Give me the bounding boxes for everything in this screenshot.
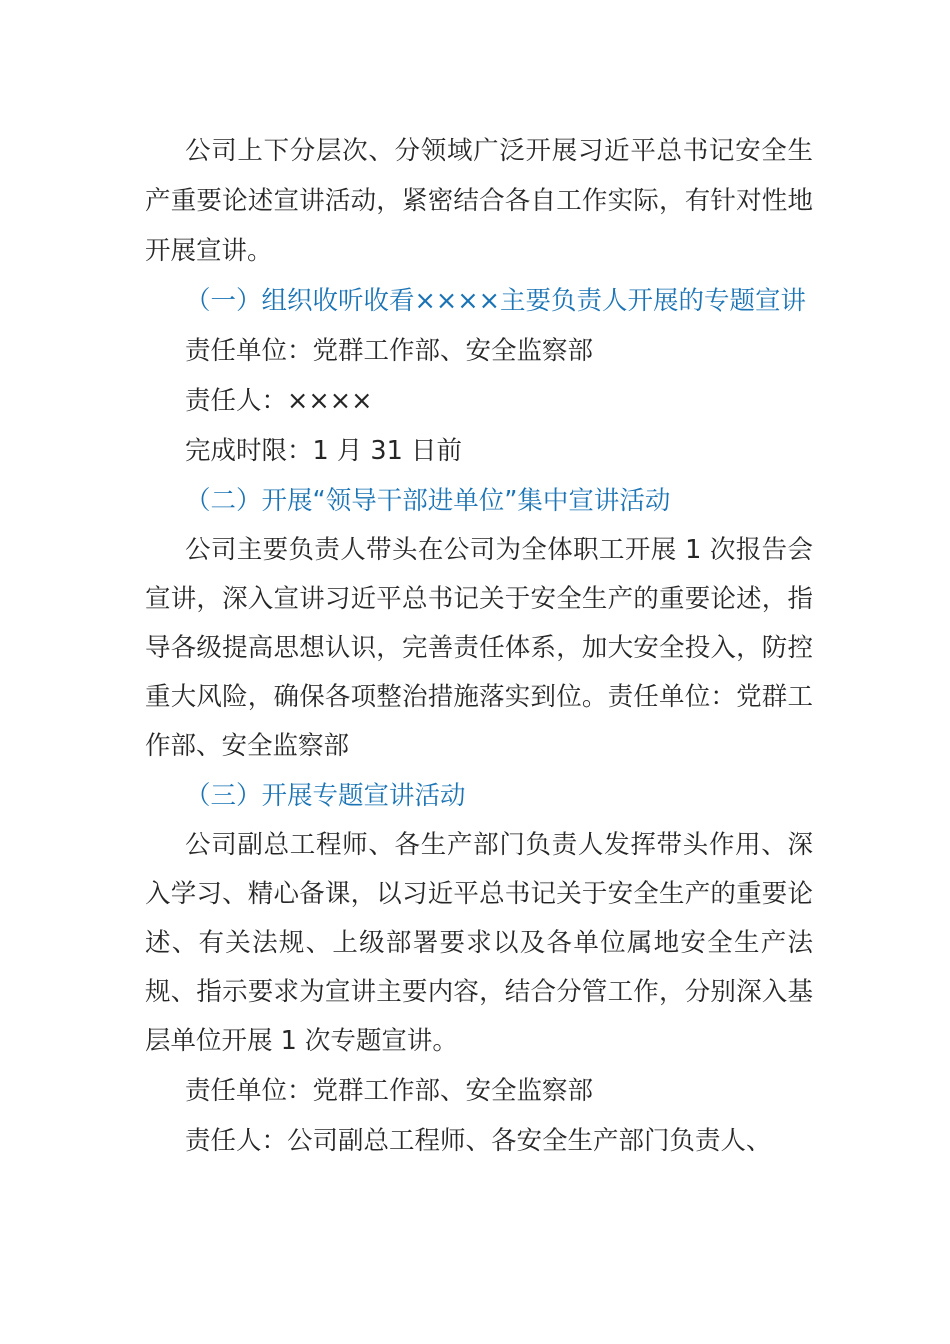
document-body xyxy=(145,126,813,1166)
deadline-1: 完成时限：1 月 31 日前 xyxy=(185,436,462,466)
section-3-paragraph: 公司副总工程师、各生产部门负责人发挥带头作用、深入学习、精心备课，以习近平总书记关于安全生产的重要论述、有关法规、上级部署要求以及各单位属地安全生产法规、指示要求为宣讲主要内容，结合分管工作，分别深入基层单位开展 1 次专题宣讲。 xyxy=(145,830,813,1056)
intro-paragraph: 公司上下分层次、分领域广泛开展习近平总书记安全生产重要论述宣讲活动，紧密结合各自工作实际，有针对性地开展宣讲。 xyxy=(145,136,813,266)
section-heading-2: （二）开展“领导干部进单位”集中宣讲活动 xyxy=(185,486,671,516)
section-heading-3: （三）开展专题宣讲活动 xyxy=(185,781,466,811)
responsible-unit-1: 责任单位：党群工作部、安全监察部 xyxy=(185,336,594,366)
section-2-paragraph: 公司主要负责人带头在公司为全体职工开展 1 次报告会宣讲，深入宣讲习近平总书记关于安全生产的重要论述，指导各级提高思想认识，完善责任体系，加大安全投入，防控重大风险，确保各项整治措施落实到位。责任单位：党群工作部、安全监察部 xyxy=(145,535,813,761)
responsible-person-3: 责任人：公司副总工程师、各安全生产部门负责人、 xyxy=(185,1126,772,1156)
responsible-unit-3: 责任单位：党群工作部、安全监察部 xyxy=(185,1076,594,1106)
responsible-person-1: 责任人：×××× xyxy=(185,386,373,416)
section-heading-1: （一）组织收听收看××××主要负责人开展的专题宣讲 xyxy=(185,286,806,316)
